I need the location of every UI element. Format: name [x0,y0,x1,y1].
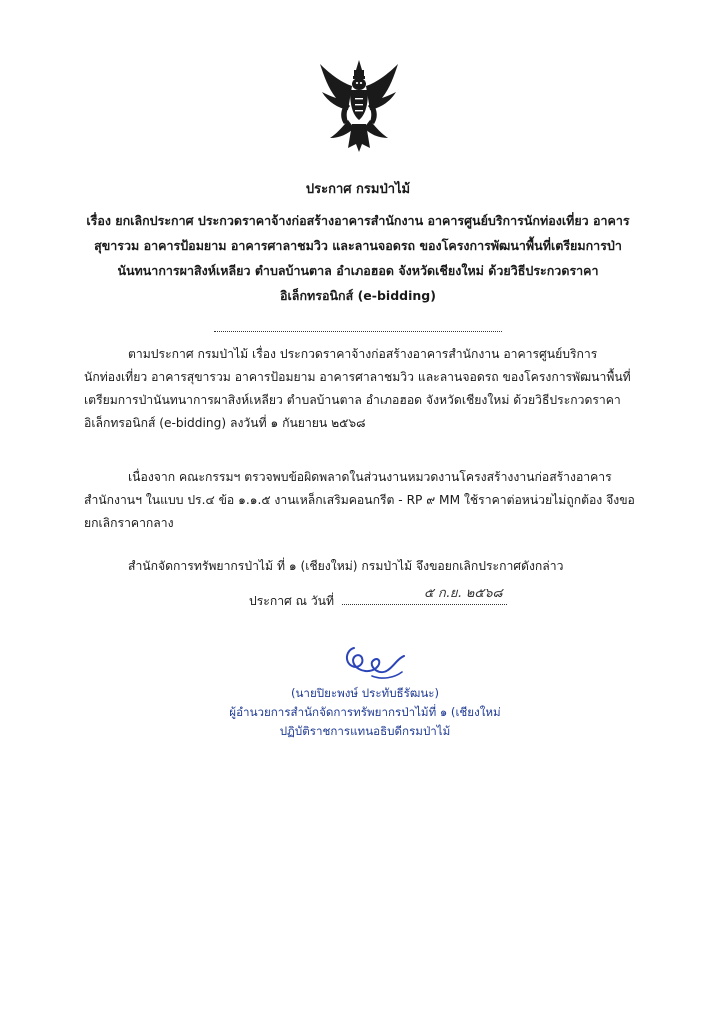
subject-line: สุขารวม อาคารป้อมยาม อาคารศาลาชมวิว และลานจอดรถ ของโครงการพัฒนาพื้นที่เตรียมการป่า [94,238,622,253]
subject-line: นันทนาการผาสิงห์เหลียว ตำบลบ้านตาล อำเภอฮอด จังหวัดเชียงใหม่ ด้วยวิธีประกวดราคา [117,263,599,278]
signer-name: (นายปิยะพงษ์ ประทับธีรัฒนะ) [290,686,440,700]
subject-line: อิเล็กทรอนิกส์ (e-bidding) [280,288,436,303]
paragraph-line: ตามประกาศ กรมป่าไม้ เรื่อง ประกวดราคาจ้างก่อสร้างอาคารสำนักงาน อาคารศูนย์บริการ [128,347,598,361]
paragraph-conclusion [84,555,644,578]
paragraph-line: สำนักงานฯ ในแบบ ปร.๔ ข้อ ๑.๑.๕ งานเหล็กเสริมคอนกรีต - RP ๙ MM ใช้ราคาต่อหน่วยไม่ถูกต้อง จึงขอ [84,493,635,507]
announcement-date [249,586,507,611]
paragraph-line: ยกเลิกราคากลาง [84,516,174,530]
paragraph-line: นักท่องเที่ยว อาคารสุขารวม อาคารป้อมยาม อาคารศาลาชมวิว และลานจอดรถ ของโครงการพัฒนาพื้นที่ [84,370,631,384]
garuda-emblem-icon [318,58,400,154]
paragraph-line: เนื่องจาก คณะกรรมฯ ตรวจพบข้อผิดพลาดในส่วนงานหมวดงานโครงสร้างงานก่อสร้างอาคาร [128,470,612,484]
handwritten-date: ๕ ก.ย. ๒๕๖๘ [423,586,503,601]
signer-position: ผู้อำนวยการสำนักจัดการทรัพยากรป่าไม้ที่ ๑ (เชียงใหม่ [229,705,501,719]
separator-dots [214,331,502,332]
date-field [342,586,507,605]
paragraph-reason [84,466,644,535]
subject-line: เรื่อง ยกเลิกประกาศ ประกวดราคาจ้างก่อสร้างอาคารสำนักงาน อาคารศูนย์บริการนักท่องเที่ยว อาคาร [86,213,630,228]
paragraph-reference [84,343,644,435]
paragraph-line: สำนักจัดการทรัพยากรป่าไม้ ที่ ๑ (เชียงใหม่) กรมป่าไม้ จึงขอยกเลิกประกาศดังกล่าว [128,559,564,573]
paragraph-line: เตรียมการป่านันทนาการผาสิงห์เหลียว ตำบลบ้านตาล อำเภอฮอด จังหวัดเชียงใหม่ ด้วยวิธีประกวดราคา [84,393,621,407]
date-label: ประกาศ ณ วันที่ [249,594,335,608]
signer-acting-title: ปฏิบัติราชการแทนอธิบดีกรมป่าไม้ [279,724,451,738]
announcement-subject [70,208,646,308]
paragraph-line: อิเล็กทรอนิกส์ (e-bidding) ลงวันที่ ๑ กันยายน ๒๕๖๘ [84,416,366,430]
announcement-title: ประกาศ กรมป่าไม้ [305,182,411,197]
handwritten-signature [342,640,412,682]
